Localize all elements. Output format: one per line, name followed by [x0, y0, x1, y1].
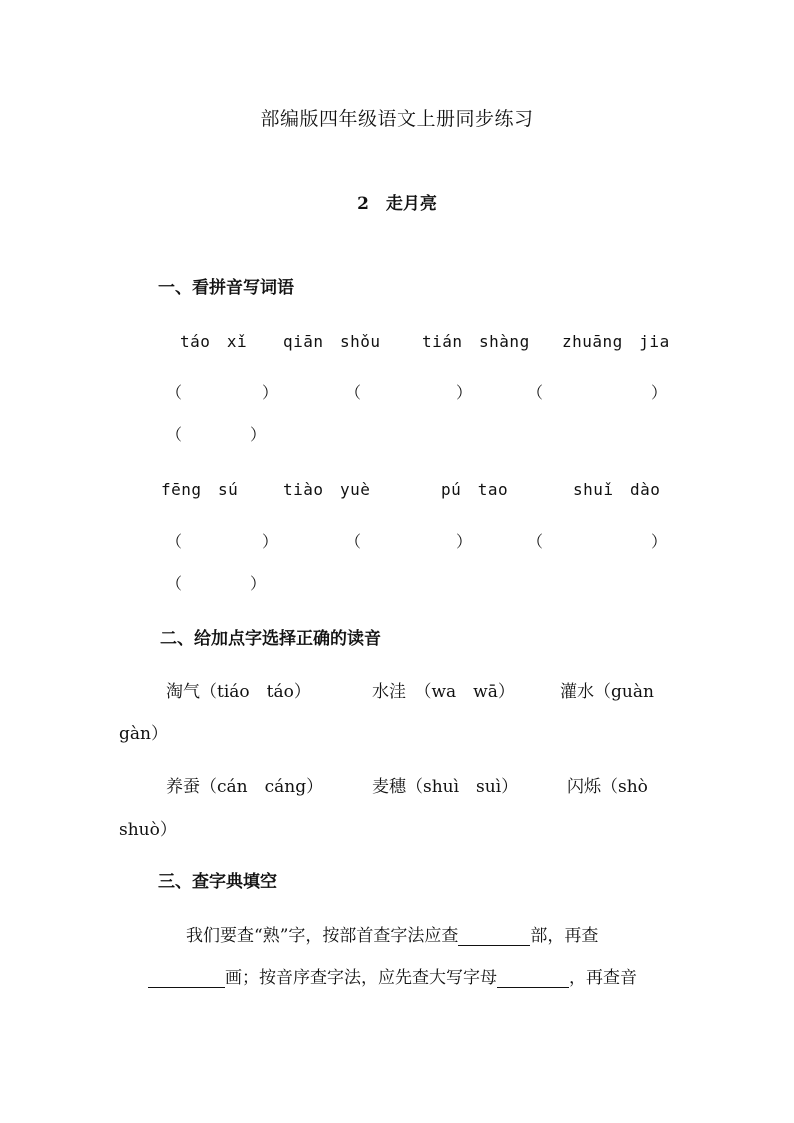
answer-box-5-close: ）	[262, 532, 279, 551]
reading-item-5[interactable]: 麦穗（shuì suì）	[372, 777, 519, 797]
fill-blank-radical[interactable]	[458, 927, 530, 946]
answer-box-4-close: ）	[250, 425, 267, 444]
answer-box-2-close: ）	[456, 383, 473, 402]
reading-item-2[interactable]: 水洼 （wa wā）	[372, 682, 515, 702]
answer-box-2-open[interactable]: （	[345, 383, 362, 402]
answer-box-8-open[interactable]: （	[166, 574, 183, 593]
answer-box-7-open[interactable]: （	[527, 532, 544, 551]
document-title: 部编版四年级语文上册同步练习	[260, 108, 534, 130]
answer-box-6-close: ）	[456, 532, 473, 551]
answer-box-5-open[interactable]: （	[166, 532, 183, 551]
pinyin-word-5: fēng sú	[161, 480, 239, 499]
answer-box-1-close: ）	[262, 383, 279, 402]
pinyin-word-1: táo xǐ	[180, 332, 248, 351]
fill-text-3: 画；按音序查字法，应先查大写字母	[225, 968, 497, 988]
answer-box-3-open[interactable]: （	[527, 383, 544, 402]
pinyin-word-8: shuǐ dào	[573, 480, 661, 499]
lesson-title: 2 走月亮	[357, 194, 437, 214]
fill-paragraph-line-1	[186, 921, 598, 946]
section-2-heading: 二、给加点字选择正确的读音	[160, 629, 381, 649]
answer-box-4-open[interactable]: （	[166, 425, 183, 444]
pinyin-word-4: zhuāng jia	[562, 332, 670, 351]
pinyin-word-7: pú tao	[441, 480, 509, 499]
reading-item-6[interactable]: 闪烁（shò	[567, 777, 648, 797]
fill-blank-letter[interactable]	[497, 969, 569, 988]
reading-item-3-cont: gàn）	[119, 724, 168, 744]
reading-item-4[interactable]: 养蚕（cán cáng）	[166, 777, 324, 797]
fill-paragraph-line-2	[148, 963, 637, 988]
section-1-heading: 一、看拼音写词语	[158, 278, 294, 298]
fill-text-1: 我们要查“熟”字，按部首查字法应查	[186, 926, 459, 946]
pinyin-word-3: tián shàng	[422, 332, 530, 351]
reading-item-3[interactable]: 灌水（guàn	[560, 682, 654, 702]
pinyin-word-2: qiān shǒu	[283, 332, 381, 351]
pinyin-word-6: tiào yuè	[283, 480, 371, 499]
answer-box-3-close: ）	[651, 383, 668, 402]
answer-box-6-open[interactable]: （	[345, 532, 362, 551]
answer-box-1-open[interactable]: （	[166, 383, 183, 402]
fill-text-4: ，再查音	[569, 968, 637, 988]
reading-item-1[interactable]: 淘气（tiáo táo）	[166, 682, 311, 702]
answer-box-8-close: ）	[250, 574, 267, 593]
fill-text-2: 部，再查	[530, 926, 599, 946]
reading-item-6-cont: shuò）	[119, 820, 177, 840]
answer-box-7-close: ）	[651, 532, 668, 551]
section-3-heading: 三、查字典填空	[158, 872, 277, 892]
fill-blank-strokes[interactable]	[148, 969, 225, 988]
